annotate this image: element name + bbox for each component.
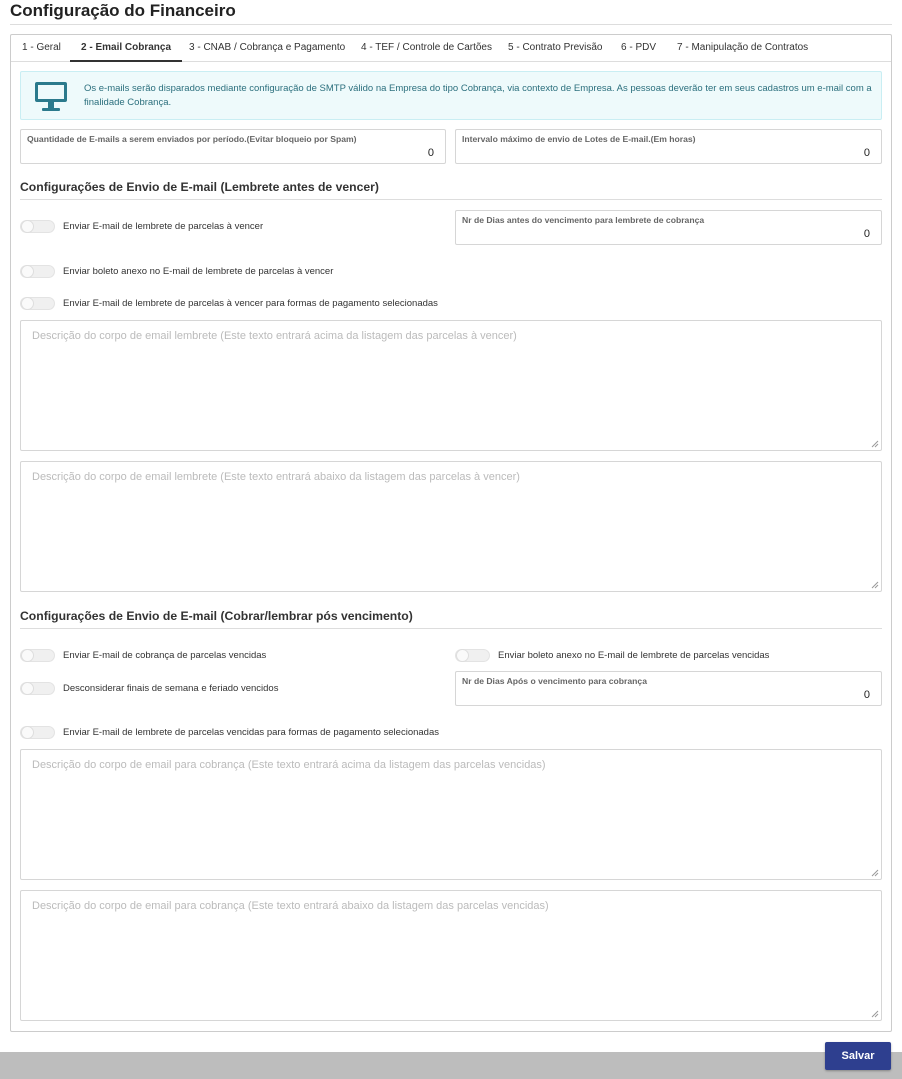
tab-email-cobranca[interactable]: 2 - Email Cobrança <box>70 35 182 62</box>
toggle-knob <box>21 220 34 233</box>
dias-antes-value[interactable]: 0 <box>863 228 870 240</box>
page-title: Configuração do Financeiro <box>10 1 236 20</box>
toggle-knob <box>21 649 34 662</box>
formas-vencidas-toggle[interactable] <box>20 726 55 739</box>
lembrete-abaixo-textarea[interactable] <box>20 461 882 592</box>
dias-apos-label: Nr de Dias Após o vencimento para cobrança <box>462 676 647 686</box>
intervalo-lotes-label: Intervalo máximo de envio de Lotes de E-mail.(Em horas) <box>462 134 696 144</box>
resize-grip-icon[interactable] <box>871 869 879 877</box>
resize-grip-icon[interactable] <box>871 440 879 448</box>
settings-card <box>10 34 892 1032</box>
toggle-knob <box>456 649 469 662</box>
dias-apos-field[interactable] <box>455 671 882 706</box>
dias-antes-field[interactable] <box>455 210 882 245</box>
formas-vencidas-label: Enviar E-mail de lembrete de parcelas vencidas para formas de pagamento selecionadas <box>63 726 439 738</box>
tab-contrato-previsao[interactable]: 5 - Contrato Previsão <box>508 42 603 53</box>
formas-vencer-toggle-row[interactable] <box>20 296 438 310</box>
tab-bar <box>11 35 891 62</box>
section-after-title: Configurações de Envio de E-mail (Cobrar/lembrar pós vencimento) <box>20 609 413 623</box>
footer-bar <box>0 1052 902 1079</box>
section-before-title: Configurações de Envio de E-mail (Lembrete antes de vencer) <box>20 180 379 194</box>
finais-semana-label: Desconsiderar finais de semana e feriado vencidos <box>63 682 279 694</box>
lembrete-vencer-toggle-row[interactable] <box>20 219 263 233</box>
qtd-emails-field[interactable] <box>20 129 446 164</box>
resize-grip-icon[interactable] <box>871 581 879 589</box>
resize-grip-icon[interactable] <box>871 1010 879 1018</box>
textarea-placeholder: Descrição do corpo de email para cobrança (Este texto entrará acima da listagem das parcelas vencidas) <box>32 759 546 771</box>
lembrete-vencer-toggle[interactable] <box>20 220 55 233</box>
title-divider <box>10 24 892 25</box>
toggle-knob <box>21 265 34 278</box>
dias-apos-value[interactable]: 0 <box>863 689 870 701</box>
boleto-vencidas-toggle[interactable] <box>455 649 490 662</box>
intervalo-lotes-value[interactable]: 0 <box>863 147 870 159</box>
qtd-emails-value[interactable]: 0 <box>427 147 434 159</box>
save-button[interactable]: Salvar <box>825 1042 891 1070</box>
tab-cnab[interactable]: 3 - CNAB / Cobrança e Pagamento <box>189 42 346 53</box>
tab-manipulacao-contratos[interactable]: 7 - Manipulação de Contratos <box>677 42 809 53</box>
qtd-emails-label: Quantidade de E-mails a serem enviados por período.(Evitar bloqueio por Spam) <box>27 134 357 144</box>
finais-semana-toggle-row[interactable] <box>20 681 278 695</box>
cobranca-acima-textarea[interactable] <box>20 749 882 880</box>
tab-geral[interactable]: 1 - Geral <box>22 42 61 53</box>
dias-antes-label: Nr de Dias antes do vencimento para lembrete de cobrança <box>462 215 705 225</box>
formas-vencer-toggle[interactable] <box>20 297 55 310</box>
cobranca-vencidas-label: Enviar E-mail de cobrança de parcelas vencidas <box>63 649 267 661</box>
tab-tef[interactable]: 4 - TEF / Controle de Cartões <box>361 42 492 53</box>
formas-vencer-label: Enviar E-mail de lembrete de parcelas à vencer para formas de pagamento selecionadas <box>63 297 438 309</box>
info-alert <box>20 71 882 120</box>
cobranca-abaixo-textarea[interactable] <box>20 890 882 1021</box>
tab-pdv[interactable]: 6 - PDV <box>621 42 657 53</box>
toggle-knob <box>21 726 34 739</box>
lembrete-vencer-label: Enviar E-mail de lembrete de parcelas à vencer <box>63 220 264 232</box>
info-message: Os e-mails serão disparados mediante configuração de SMTP válido na Empresa do tipo Cobrança, via contexto de Empresa. As pessoas deverão ter em seus cadastros um e-mail com a finalidade Cobrança. <box>84 83 872 108</box>
cobranca-vencidas-toggle[interactable] <box>20 649 55 662</box>
boleto-vencer-toggle-row[interactable] <box>20 264 333 278</box>
boleto-vencidas-toggle-row[interactable] <box>455 648 769 662</box>
finais-semana-toggle[interactable] <box>20 682 55 695</box>
section-before-divider <box>20 199 882 200</box>
lembrete-acima-textarea[interactable] <box>20 320 882 451</box>
formas-vencidas-toggle-row[interactable] <box>20 725 439 739</box>
textarea-placeholder: Descrição do corpo de email lembrete (Este texto entrará abaixo da listagem das parcelas à vencer) <box>32 471 520 483</box>
textarea-placeholder: Descrição do corpo de email para cobrança (Este texto entrará abaixo da listagem das parcelas vencidas) <box>32 900 549 912</box>
toggle-knob <box>21 297 34 310</box>
boleto-vencidas-label: Enviar boleto anexo no E-mail de lembrete de parcelas vencidas <box>498 649 770 661</box>
textarea-placeholder: Descrição do corpo de email lembrete (Este texto entrará acima da listagem das parcelas à vencer) <box>32 330 517 342</box>
monitor-icon <box>34 79 68 113</box>
cobranca-vencidas-toggle-row[interactable] <box>20 648 266 662</box>
boleto-vencer-toggle[interactable] <box>20 265 55 278</box>
intervalo-lotes-field[interactable] <box>455 129 882 164</box>
section-after-divider <box>20 628 882 629</box>
toggle-knob <box>21 682 34 695</box>
boleto-vencer-label: Enviar boleto anexo no E-mail de lembrete de parcelas à vencer <box>63 265 334 277</box>
